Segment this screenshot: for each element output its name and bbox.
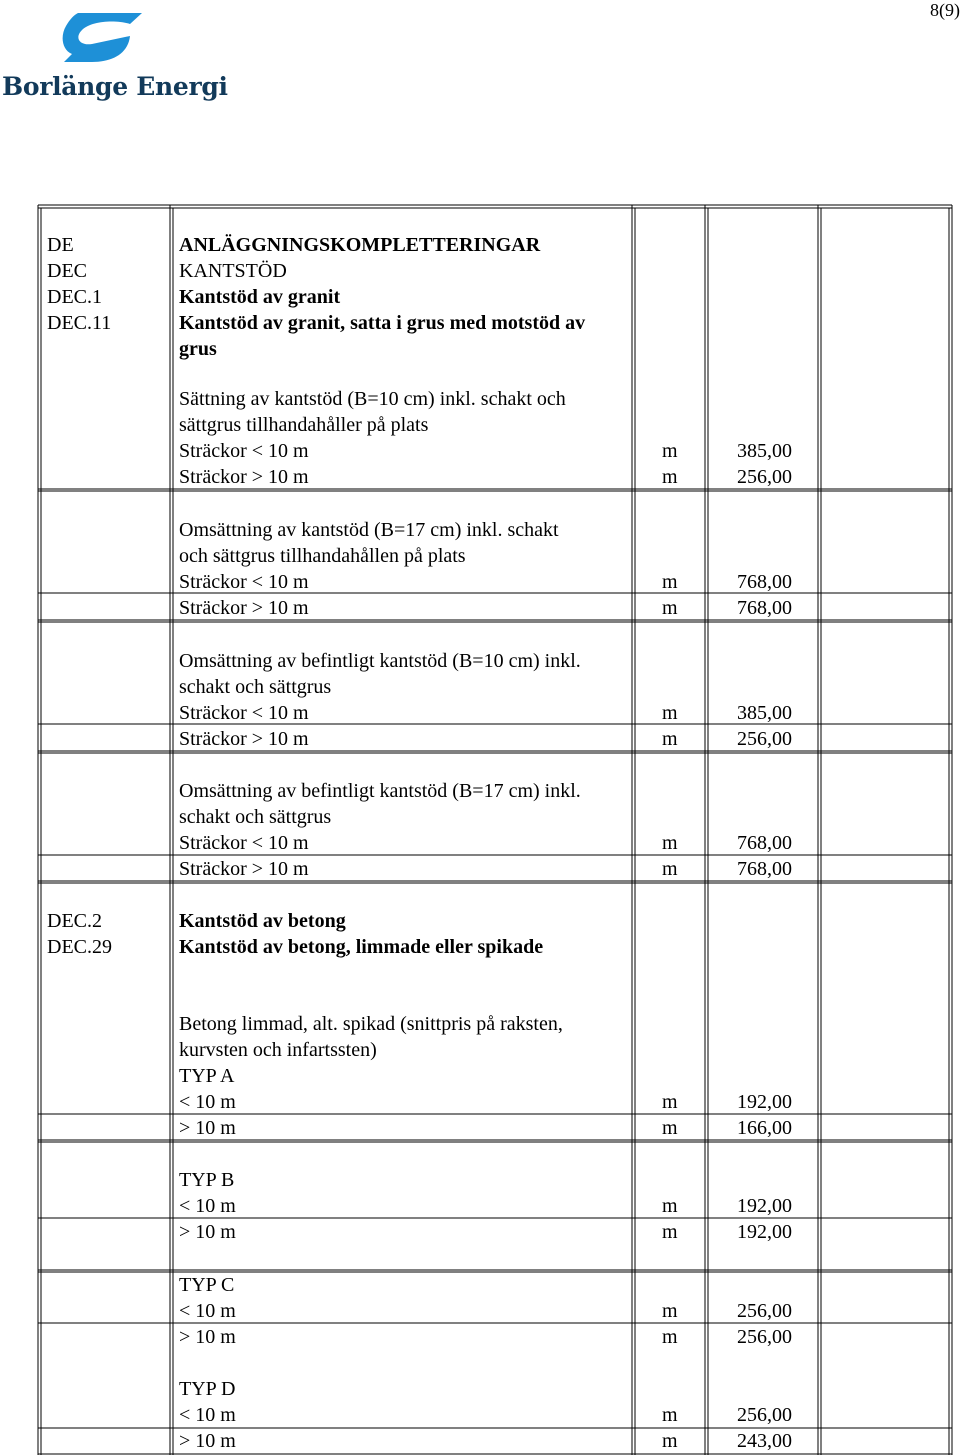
row-label: > 10 m <box>179 1430 236 1452</box>
section-description: Omsättning av kantstöd (B=17 cm) inkl. schakt <box>179 519 559 541</box>
row-unit: m <box>662 1326 678 1348</box>
heading-granit-grus: Kantstöd av granit, satta i grus med motstöd av <box>179 312 586 334</box>
row-label: > 10 m <box>179 1326 236 1348</box>
row-unit: m <box>662 832 678 854</box>
row-price: 243,00 <box>737 1430 792 1452</box>
row-price: 768,00 <box>737 858 792 880</box>
row-price: 256,00 <box>737 728 792 750</box>
section-description: Betong limmad, alt. spikad (snittpris på raksten, <box>179 1013 563 1035</box>
section-description: schakt och sättgrus <box>179 806 332 828</box>
row-price: 166,00 <box>737 1117 792 1139</box>
row-price: 256,00 <box>737 1404 792 1426</box>
row-unit: m <box>662 1091 678 1113</box>
row-price: 768,00 <box>737 571 792 593</box>
row-label: > 10 m <box>179 1221 236 1243</box>
code-dec2: DEC.2 <box>47 910 102 932</box>
row-unit: m <box>662 702 678 724</box>
section-description: Omsättning av befintligt kantstöd (B=17 cm) inkl. <box>179 780 581 802</box>
code-dec1: DEC.1 <box>47 286 102 308</box>
section-description: sättgrus tillhandahåller på plats <box>179 414 429 436</box>
row-unit: m <box>662 597 678 619</box>
heading-granit: Kantstöd av granit <box>179 286 341 308</box>
section-description: Omsättning av befintligt kantstöd (B=10 cm) inkl. <box>179 650 581 672</box>
row-label: Sträckor < 10 m <box>179 702 309 724</box>
row-price: 768,00 <box>737 597 792 619</box>
section-description: kurvsten och infartssten) <box>179 1039 377 1061</box>
row-label: < 10 m <box>179 1300 236 1322</box>
row-price: 256,00 <box>737 466 792 488</box>
section-description: och sättgrus tillhandahållen på plats <box>179 545 466 567</box>
row-label: < 10 m <box>179 1091 236 1113</box>
row-unit: m <box>662 571 678 593</box>
section-description: TYP A <box>179 1065 235 1087</box>
row-unit: m <box>662 1404 678 1426</box>
heading-kantstod: KANTSTÖD <box>179 260 287 282</box>
heading-granit-grus-cont: grus <box>179 338 217 360</box>
page-number: 8(9) <box>930 0 960 20</box>
row-unit: m <box>662 728 678 750</box>
section-description: Sättning av kantstöd (B=10 cm) inkl. schakt och <box>179 388 566 410</box>
row-label: Sträckor < 10 m <box>179 571 309 593</box>
row-unit: m <box>662 1195 678 1217</box>
row-price: 256,00 <box>737 1326 792 1348</box>
row-unit: m <box>662 1221 678 1243</box>
row-price: 385,00 <box>737 702 792 724</box>
section-description: TYP B <box>179 1169 235 1191</box>
heading-anlaggning: ANLÄGGNINGSKOMPLETTERINGAR <box>179 234 541 256</box>
row-unit: m <box>662 1117 678 1139</box>
company-name: Borlänge Energi <box>2 72 228 101</box>
row-label: > 10 m <box>179 1117 236 1139</box>
row-price: 256,00 <box>737 1300 792 1322</box>
row-price: 192,00 <box>737 1195 792 1217</box>
row-label: < 10 m <box>179 1195 236 1217</box>
section-description: schakt och sättgrus <box>179 676 332 698</box>
row-label: Sträckor > 10 m <box>179 728 309 750</box>
heading-betong: Kantstöd av betong <box>179 910 346 932</box>
section-description: TYP D <box>179 1378 236 1400</box>
row-unit: m <box>662 466 678 488</box>
row-label: Sträckor > 10 m <box>179 466 309 488</box>
row-unit: m <box>662 1430 678 1452</box>
row-price: 192,00 <box>737 1221 792 1243</box>
code-de: DE <box>47 234 74 256</box>
row-unit: m <box>662 858 678 880</box>
row-unit: m <box>662 1300 678 1322</box>
row-label: < 10 m <box>179 1404 236 1426</box>
row-price: 385,00 <box>737 440 792 462</box>
code-dec11: DEC.11 <box>47 312 112 334</box>
row-unit: m <box>662 440 678 462</box>
code-dec29: DEC.29 <box>47 936 112 958</box>
row-label: Sträckor < 10 m <box>179 832 309 854</box>
row-label: Sträckor > 10 m <box>179 858 309 880</box>
heading-betong-limmade: Kantstöd av betong, limmade eller spikade <box>179 936 544 958</box>
row-price: 768,00 <box>737 832 792 854</box>
code-dec: DEC <box>47 260 87 282</box>
row-label: Sträckor > 10 m <box>179 597 309 619</box>
section-description: TYP C <box>179 1274 235 1296</box>
row-label: Sträckor < 10 m <box>179 440 309 462</box>
row-price: 192,00 <box>737 1091 792 1113</box>
